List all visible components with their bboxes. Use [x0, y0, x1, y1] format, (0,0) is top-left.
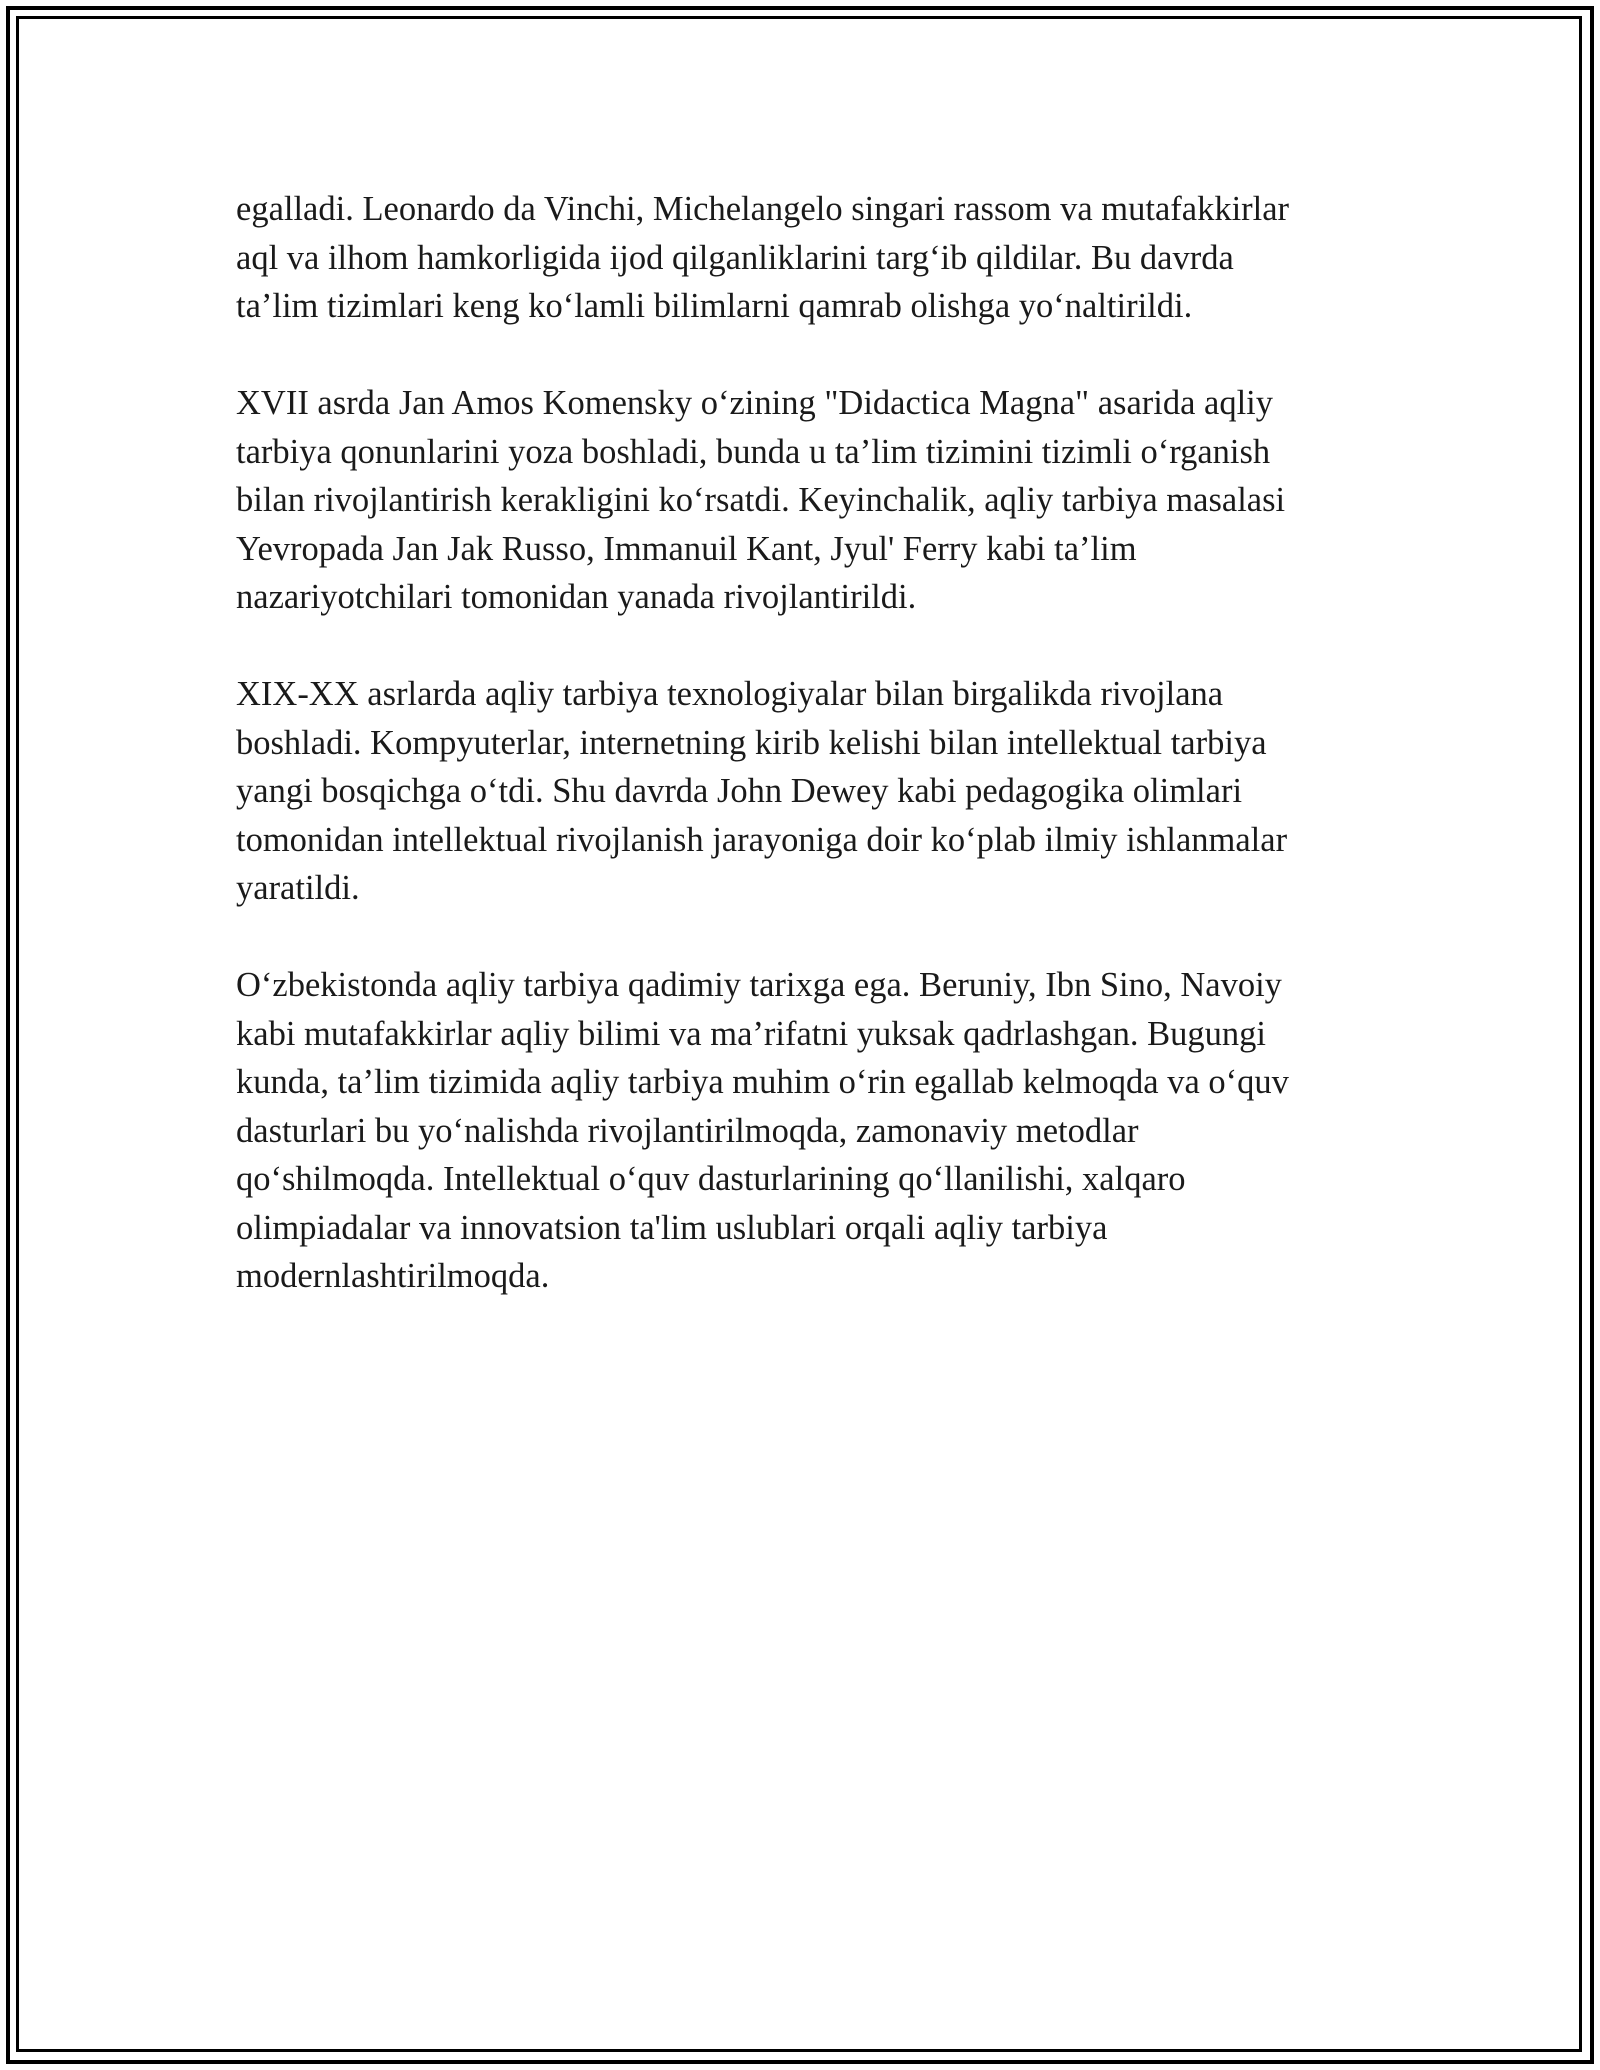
- paragraph-technology: XIX-XX asrlarda aqliy tarbiya texnologiyalar bilan birgalikda rivojlana boshladi. Kompyuterlar, internetning kirib kelishi bilan intellektual tarbiya yangi bosqichga o‘tdi. Shu davrda John Dewey kabi pedagogika olimlari tomonidan intellektual rivojlanish jarayoniga doir ko‘plab ilmiy ishlanmalar yaratildi.: [236, 675, 1288, 907]
- paragraph-komensky: XVII asrda Jan Amos Komensky o‘zining "Didactica Magna" asarida aqliy tarbiya qonunlarini yoza boshladi, bunda u ta’lim tizimini tizimli o‘rganish bilan rivojlantirish kerakligini ko‘rsatdi. Keyinchalik, aqliy tarbiya masalasi Yevropada Jan Jak Russo, Immanuil Kant, Jyul' Ferry kabi ta’lim nazariyotchilari tomonidan yanada rivojlantirildi.: [236, 384, 1286, 616]
- document-body: [236, 185, 1366, 1349]
- paragraph-uzbekistan: O‘zbekistonda aqliy tarbiya qadimiy tarixga ega. Beruniy, Ibn Sino, Navoiy kabi mutafakkirlar aqliy bilimi va ma’rifatni yuksak qadrlashgan. Bugungi kunda, ta’lim tizimida aqliy tarbiya muhim o‘rin egallab kelmoqda va o‘quv dasturlari bu yo‘nalishda rivojlantirilmoqda, zamonaviy metodlar qo‘shilmoqda. Intellektual o‘quv dasturlarining qo‘llanilishi, xalqaro olimpiadalar va innovatsion ta'lim uslublari orqali aqliy tarbiya modernlashtirilmoqda.: [236, 966, 1289, 1295]
- paragraph-renaissance: egalladi. Leonardo da Vinchi, Michelangelo singari rassom va mutafakkirlar aql va ilhom hamkorligida ijod qilganliklarini targ‘ib qildilar. Bu davrda ta’lim tizimlari keng ko‘lamli bilimlarni qamrab olishga yo‘naltirildi.: [236, 190, 1290, 325]
